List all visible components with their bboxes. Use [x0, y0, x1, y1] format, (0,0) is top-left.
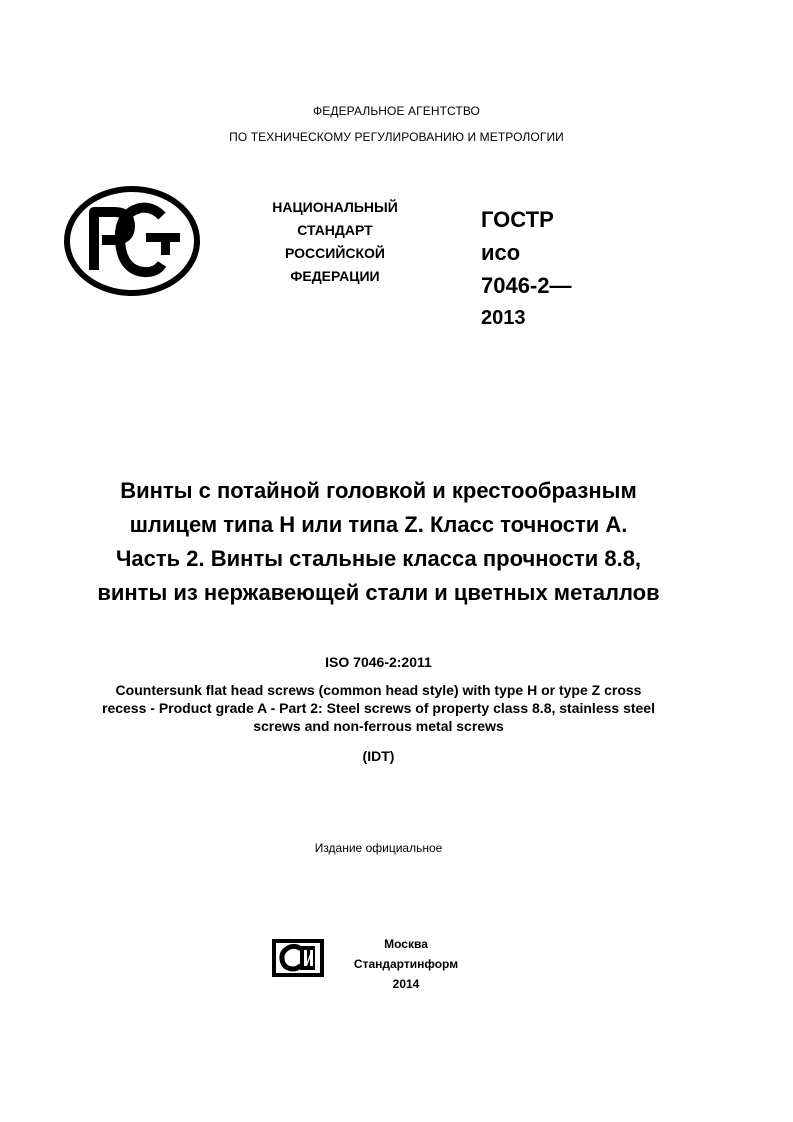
designation-line-3: 7046-2— — [481, 273, 572, 298]
title-line-1: Винты с потайной головкой и крестообразным — [120, 478, 637, 503]
title-line-3: Часть 2. Винты стальные класса прочности 8.8, — [115, 546, 642, 571]
iso-title-en — [40, 681, 717, 735]
imprint — [340, 934, 472, 994]
degree-of-correspondence: (IDT) — [362, 748, 395, 764]
imprint-publisher: Стандартинформ — [353, 957, 459, 971]
imprint-city: Москва — [384, 937, 428, 951]
agency-line-1: ФЕДЕРАЛЬНОЕ АГЕНТСТВО — [313, 104, 480, 118]
iso-title-line-3: screws and non-ferrous metal screws — [253, 718, 504, 734]
rst-conformity-mark-icon — [64, 186, 200, 296]
national-line-2: СТАНДАРТ — [297, 222, 373, 238]
iso-title-line-1: Countersunk flat head screws (common head style) with type H or type Z cross — [115, 682, 642, 698]
national-line-4: ФЕДЕРАЦИИ — [290, 268, 380, 284]
designation-line-4: 2013 — [481, 307, 526, 329]
designation-line-1: ГОСТР — [481, 207, 554, 232]
imprint-year: 2014 — [392, 977, 420, 991]
national-line-1: НАЦИОНАЛЬНЫЙ — [272, 199, 398, 215]
designation-line-2: исо — [481, 240, 521, 265]
agency-header — [0, 98, 793, 150]
edition-label: Издание официальное — [314, 841, 443, 855]
iso-number: ISO 7046-2:2011 — [325, 654, 432, 670]
national-standard-label — [250, 196, 420, 288]
title-line-4: винты из нержавеющей стали и цветных металлов — [97, 580, 660, 605]
standartinform-logo-icon — [271, 938, 325, 978]
agency-line-2: ПО ТЕХНИЧЕСКОМУ РЕГУЛИРОВАНИЮ И МЕТРОЛОГИИ — [229, 130, 564, 144]
document-title-ru — [0, 474, 757, 610]
iso-title-line-2: recess - Product grade A - Part 2: Steel screws of property class 8.8, stainless steel — [102, 700, 655, 716]
standard-designation — [481, 203, 572, 335]
national-line-3: РОССИЙСКОЙ — [285, 245, 385, 261]
title-line-2: шлицем типа H или типа Z. Класс точности A. — [129, 512, 628, 537]
